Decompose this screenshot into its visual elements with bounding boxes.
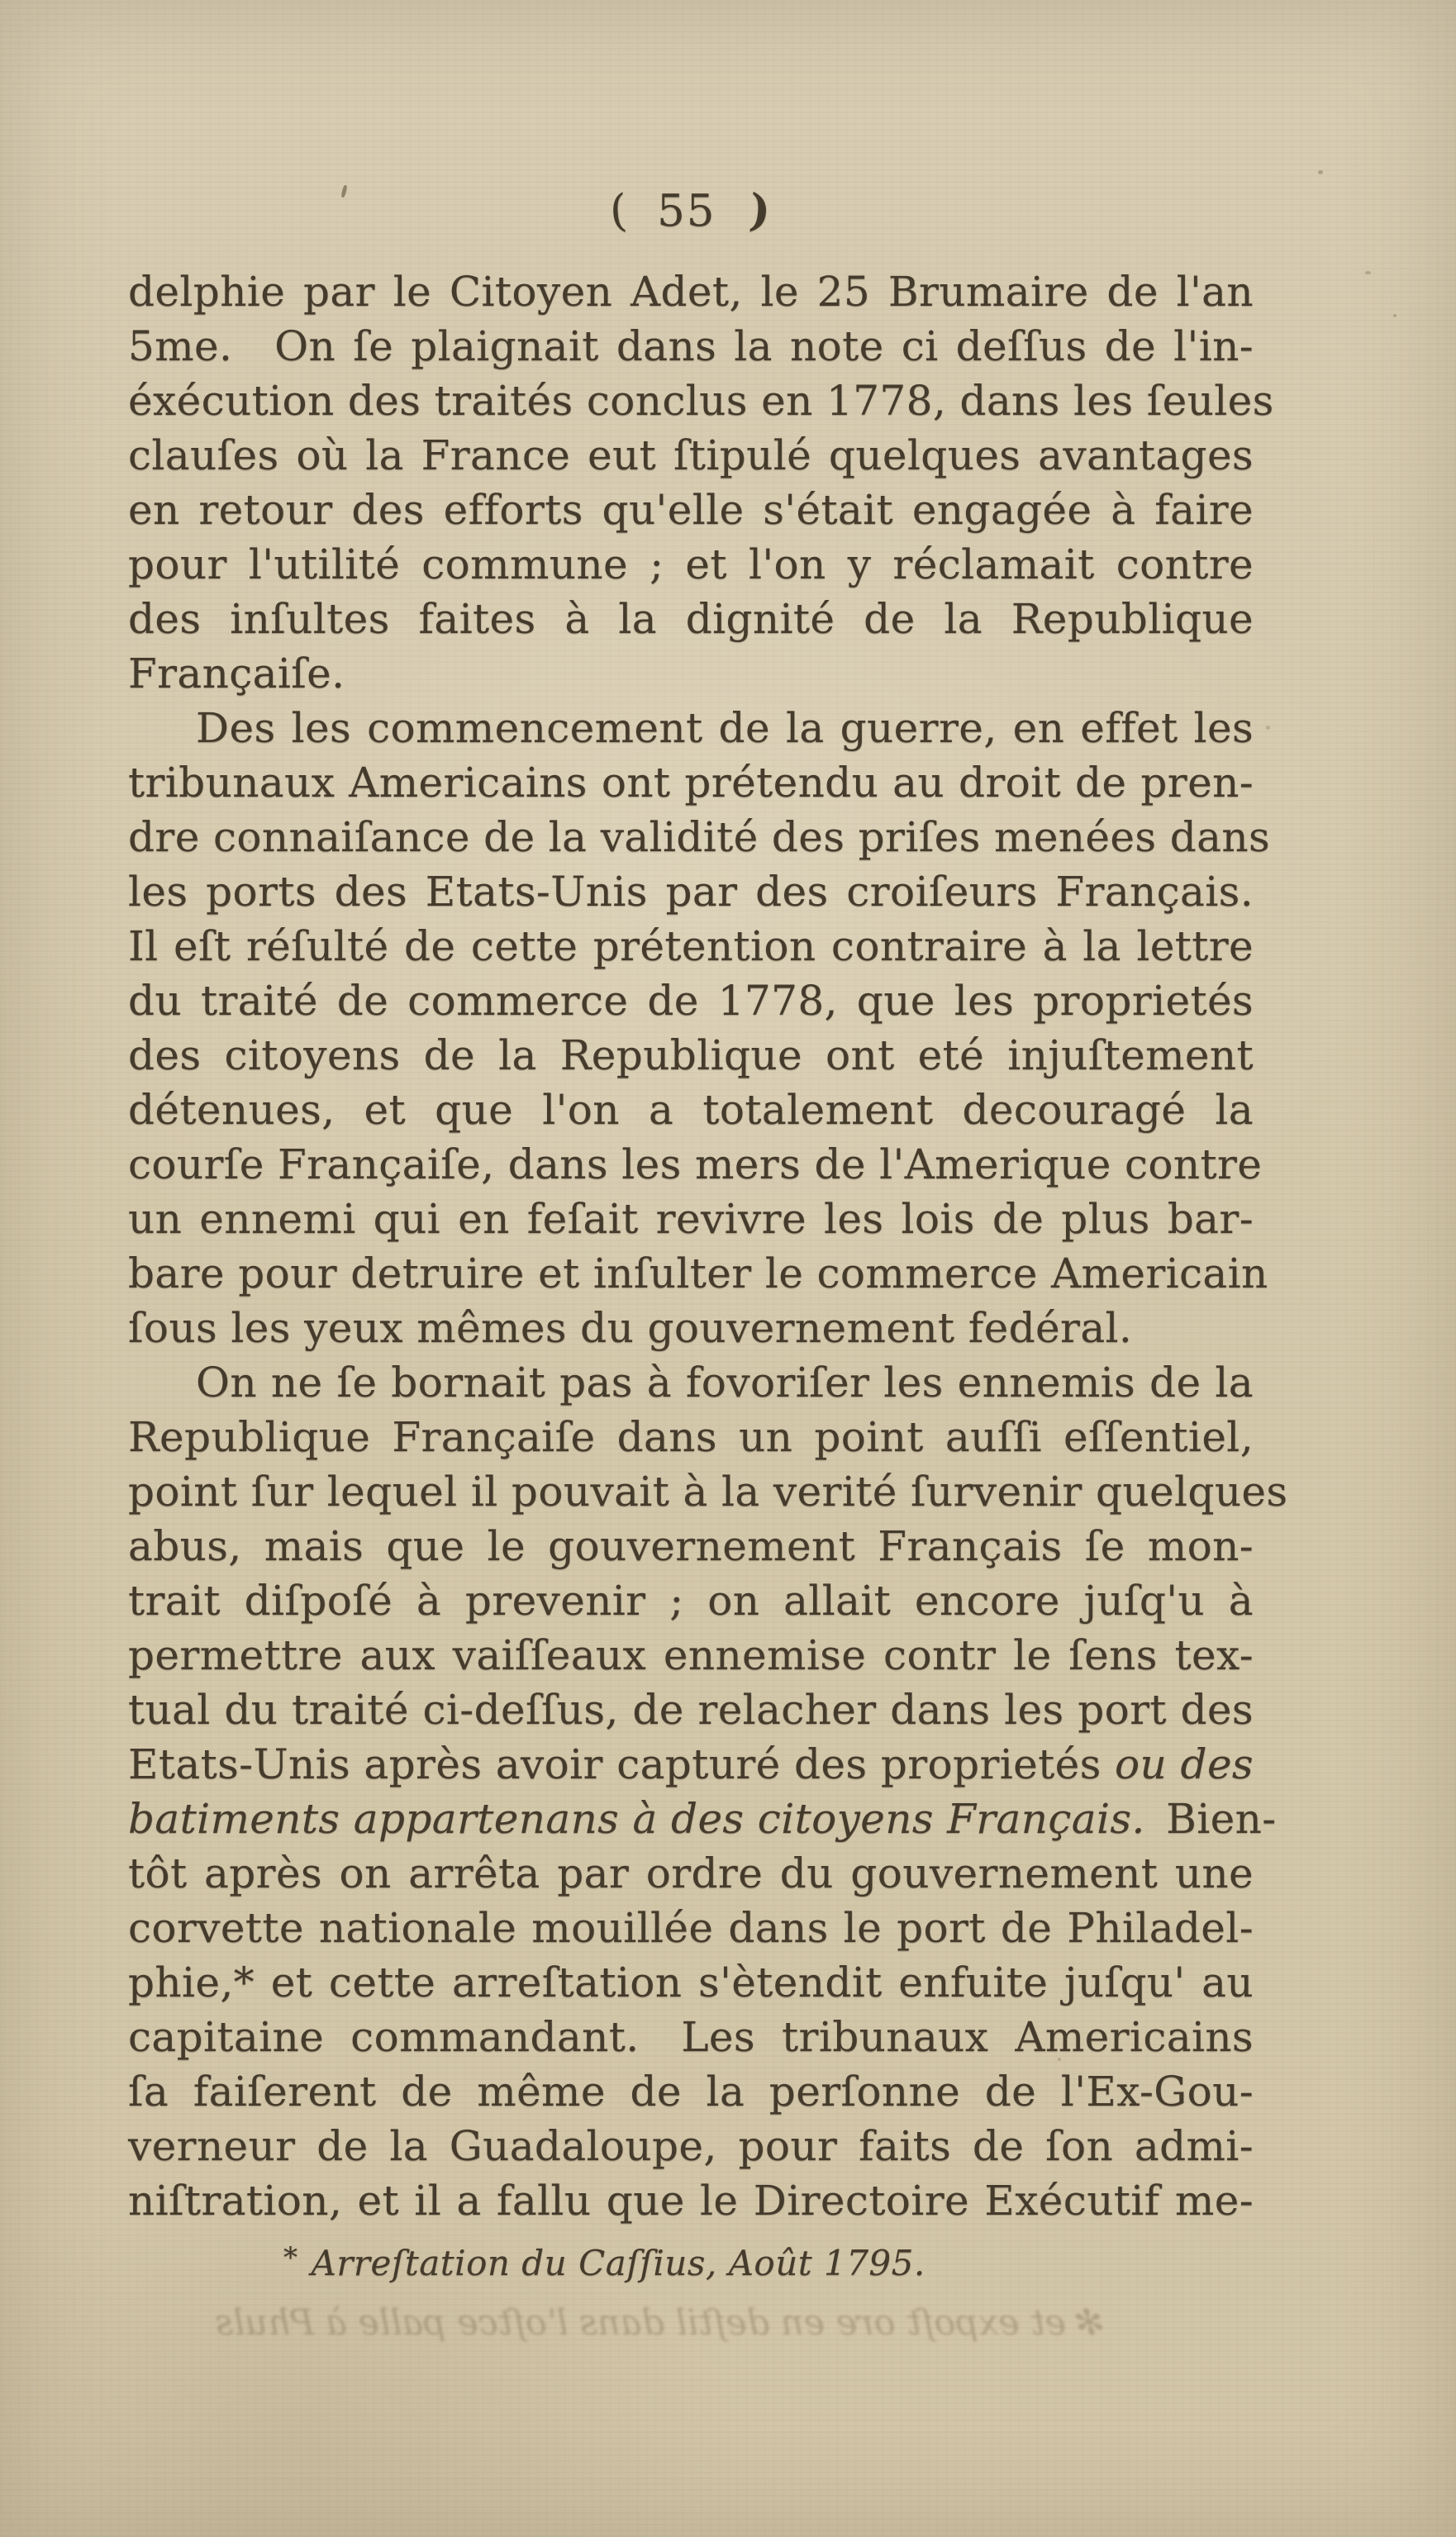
text-segment: verneur de la Guadaloupe, pour faits de ſon admi-	[128, 2122, 1254, 2170]
text-line	[128, 592, 1254, 646]
text-segment: tual du traité ci-deſſus, de relacher dans les port des	[128, 1686, 1254, 1734]
page-number	[0, 185, 1382, 236]
text-segment: On ne ſe bornait pas à fovoriſer les ennemis de la	[196, 1359, 1254, 1407]
text-line	[128, 428, 1254, 483]
text-line	[128, 537, 1254, 592]
text-segment: Republique Françaiſe dans un point auſſi eſſentiel,	[128, 1413, 1254, 1461]
text-segment: corvette nationale mouillée dans le port de Philadel-	[128, 1904, 1254, 1952]
text-line	[128, 701, 1254, 755]
text-segment: trait diſpoſé à prevenir ; on allait encore juſq'u à	[128, 1577, 1254, 1625]
text-line	[128, 1464, 1288, 1519]
text-line	[128, 319, 1254, 374]
text-segment: Bien-	[1144, 1795, 1277, 1843]
text-segment: Etats-Unis après avoir capturé des proprietés	[128, 1740, 1116, 1788]
text-line	[128, 374, 1274, 428]
text-segment: ſous les yeux mêmes du gouvernement fedéral.	[128, 1304, 1133, 1352]
text-line	[128, 264, 1254, 319]
text-line	[128, 1192, 1254, 1246]
text-segment: point ſur lequel il pouvait à la verité ſurvenir quelques	[128, 1468, 1288, 1516]
text-segment: courſe Françaiſe, dans les mers de l'Amerique contre	[128, 1140, 1263, 1188]
ink-speck	[1393, 314, 1397, 317]
page-number-close-paren: )	[746, 183, 774, 238]
text-segment: détenues, et que l'on a totalement decouragé la	[128, 1086, 1254, 1134]
text-line	[128, 810, 1271, 864]
page-number-value: 55	[657, 186, 716, 236]
page-number-open-paren: (	[608, 185, 631, 237]
text-line	[128, 1410, 1254, 1464]
footnote-text: Arreſtation du Caſſius, Août 1795.	[311, 2243, 925, 2283]
text-line	[128, 1246, 1268, 1301]
text-segment: tribunaux Americains ont prétendu au droit de pren-	[128, 759, 1254, 807]
text-segment: tôt après on arrêta par ordre du gouvernement une	[128, 1849, 1254, 1897]
text-segment: abus, mais que le gouvernement Français ſe mon-	[128, 1522, 1254, 1570]
text-line	[128, 1955, 1254, 2010]
ink-speck	[1318, 170, 1323, 174]
text-segment: capitaine commandant. Les tribunaux Americains	[128, 2013, 1254, 2061]
text-segment: Il eſt réſulté de cette prétention contraire à la lettre	[128, 922, 1254, 970]
text-line	[128, 1792, 1277, 1846]
text-segment: des citoyens de la Republique ont eté injuſtement	[128, 1031, 1254, 1079]
text-line	[128, 755, 1254, 810]
ink-speck	[1365, 271, 1371, 274]
text-segment: dre connaiſance de la validité des priſes menées dans	[128, 813, 1271, 861]
text-line	[128, 1355, 1254, 1410]
text-line	[128, 1901, 1254, 1955]
text-line	[128, 864, 1254, 919]
bleedthrough-text: ✻ et expoſt ore en deſtil dans l'oſtce palle à Phuls	[215, 2302, 1107, 2344]
text-line	[128, 483, 1254, 537]
text-segment: les ports des Etats-Unis par des croiſeurs Français.	[128, 868, 1254, 916]
text-line	[128, 2010, 1254, 2064]
text-line	[128, 1519, 1254, 1573]
text-line	[128, 2064, 1254, 2119]
text-line	[128, 2173, 1254, 2228]
text-line	[128, 1737, 1254, 1792]
text-segment: delphie par le Citoyen Adet, le 25 Brumaire de l'an	[128, 268, 1254, 316]
text-segment: en retour des efforts qu'elle s'était engagée à faire	[128, 486, 1254, 534]
text-line	[128, 1137, 1263, 1192]
text-line	[128, 973, 1254, 1028]
text-line	[128, 1083, 1254, 1137]
text-segment: ſa faiſerent de même de la perſonne de l'Ex-Gou-	[128, 2068, 1254, 2116]
text-segment: clauſes où la France eut ſtipulé quelques avantages	[128, 431, 1254, 479]
text-segment: du traité de commerce de 1778, que les proprietés	[128, 977, 1254, 1025]
text-segment: 5me. On ſe plaignait dans la note ci deſſus de l'in-	[128, 322, 1254, 370]
text-line	[128, 919, 1254, 973]
text-line	[128, 2119, 1254, 2173]
text-line	[128, 646, 1254, 701]
text-segment: un ennemi qui en feſait revivre les lois de plus bar-	[128, 1195, 1254, 1243]
text-segment: des inſultes faites à la dignité de la Republique	[128, 595, 1254, 643]
text-line	[128, 1628, 1254, 1683]
text-line	[128, 1846, 1254, 1901]
text-line	[128, 1028, 1254, 1083]
text-segment: niſtration, et il a fallu que le Directoire Exécutif me-	[128, 2177, 1254, 2225]
text-line	[128, 1573, 1254, 1628]
text-line	[128, 1301, 1254, 1355]
body-text	[128, 264, 1288, 2228]
text-segment: Françaiſe.	[128, 650, 345, 697]
text-segment: permettre aux vaiſſeaux ennemise contr le ſens tex-	[128, 1631, 1254, 1679]
italic-text-segment: ou des	[1115, 1740, 1254, 1788]
text-segment: Des les commencement de la guerre, en effet les	[196, 704, 1254, 752]
text-segment: bare pour detruire et inſulter le commerce Americain	[128, 1249, 1268, 1297]
text-line	[128, 1683, 1254, 1737]
footnote	[283, 2241, 925, 2283]
footnote-asterisk: *	[283, 2241, 298, 2274]
italic-text-segment: batiments appartenans à des citoyens Français.	[128, 1795, 1145, 1843]
ink-speck	[1266, 726, 1270, 730]
text-segment: phie,* et cette arreſtation s'ètendit enfuite juſqu' au	[128, 1959, 1254, 2006]
text-segment: pour l'utilité commune ; et l'on y réclamait contre	[128, 540, 1254, 588]
text-segment: éxécution des traités conclus en 1778, dans les ſeules	[128, 377, 1274, 425]
